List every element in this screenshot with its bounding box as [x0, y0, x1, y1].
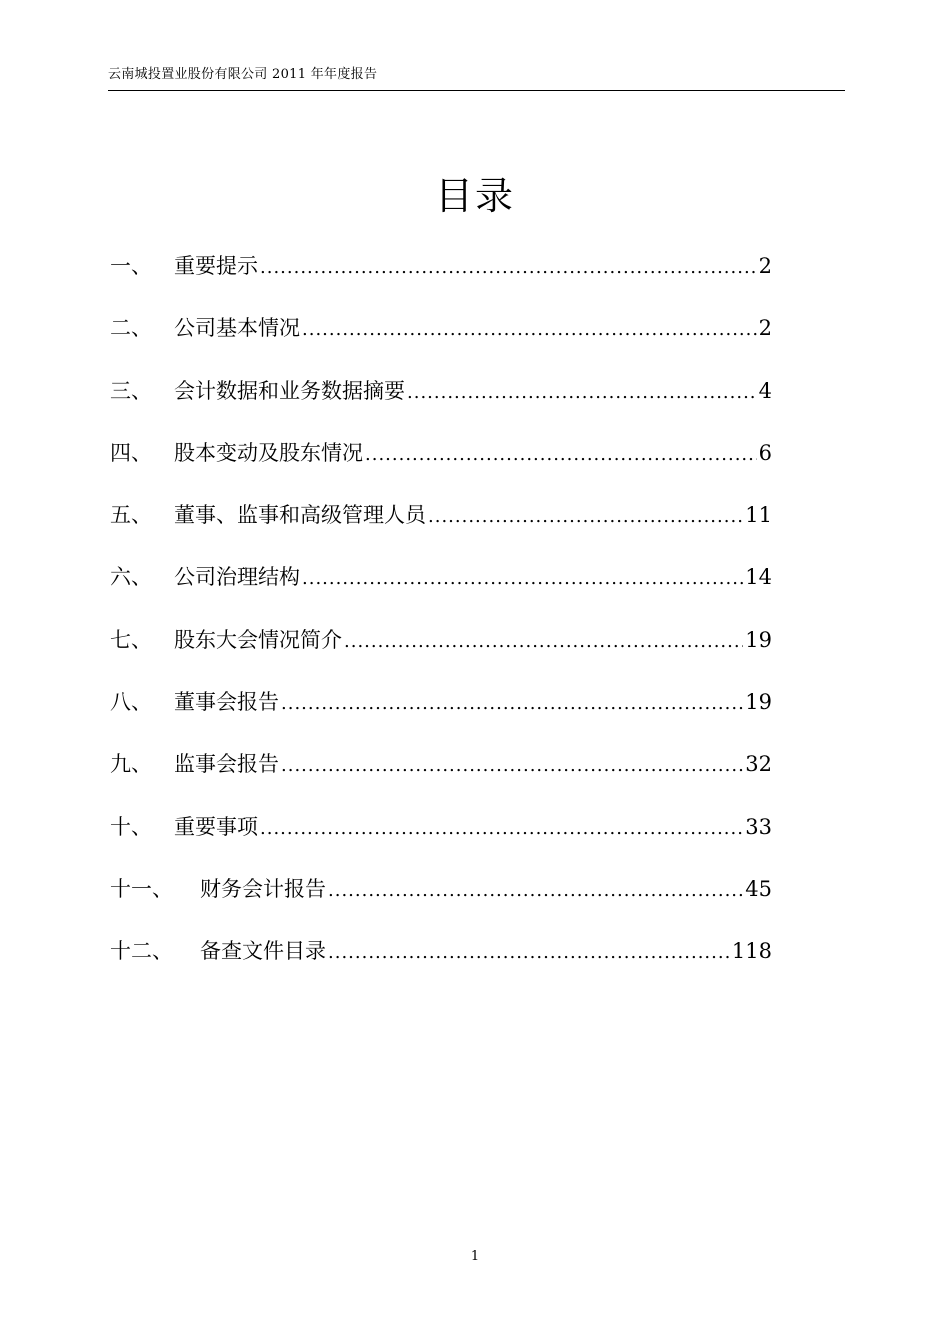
toc-entry-page: 32 [745, 752, 772, 777]
toc-entry-number: 三、 [110, 378, 152, 403]
toc-entry-page: 45 [745, 876, 772, 901]
toc-leader-dots [260, 250, 757, 286]
toc-entry-number: 四、 [110, 440, 152, 465]
toc-leader-dots [302, 561, 743, 597]
header-text: 云南城投置业股份有限公司 2011 年年度报告 [108, 67, 378, 82]
toc-entry-label: 重要事项 [174, 814, 258, 839]
toc-entry[interactable] [110, 559, 772, 621]
toc-entry-number: 五、 [110, 503, 152, 528]
toc-entry-number: 十二、 [110, 939, 173, 964]
toc-entry[interactable] [110, 435, 772, 497]
toc-leader-dots [344, 624, 743, 660]
page-header [108, 62, 845, 91]
toc-leader-dots [428, 499, 743, 535]
toc-entry-page: 2 [758, 254, 772, 278]
toc-leader-dots [328, 873, 743, 909]
toc-entry-page: 4 [758, 378, 772, 403]
toc-entry[interactable] [110, 933, 772, 995]
toc-entry-label: 董事、监事和高级管理人员 [174, 503, 426, 528]
toc-entry-number: 七、 [110, 627, 152, 652]
toc-entry-number: 一、 [110, 254, 152, 278]
toc-entry[interactable] [110, 684, 772, 746]
toc-title: 目录 [434, 174, 515, 218]
toc-entry[interactable] [110, 248, 772, 310]
toc-leader-dots [407, 375, 757, 411]
toc-entry-number: 二、 [110, 316, 152, 341]
toc-entry[interactable] [110, 871, 772, 933]
toc-entry-label: 备查文件目录 [200, 939, 326, 964]
toc-entry-page: 11 [745, 503, 772, 528]
toc-leader-dots [260, 811, 743, 847]
toc-entry[interactable] [110, 310, 772, 372]
toc-entry-label: 会计数据和业务数据摘要 [174, 378, 405, 403]
toc-leader-dots [302, 312, 757, 348]
toc-entry-label: 监事会报告 [174, 752, 279, 777]
toc-entry[interactable] [110, 497, 772, 559]
toc-entry-page: 118 [731, 939, 772, 964]
toc-entry-label: 股本变动及股东情况 [174, 440, 363, 465]
toc-entry-number: 十一、 [110, 876, 173, 901]
toc-entry-number: 十、 [110, 814, 152, 839]
table-of-contents [110, 248, 772, 996]
toc-entry-number: 九、 [110, 752, 152, 777]
toc-entry-page: 19 [745, 690, 772, 715]
toc-entry[interactable] [110, 809, 772, 871]
toc-entry-page: 33 [745, 814, 772, 839]
toc-entry-page: 6 [758, 440, 772, 465]
page-number: 1 [470, 1249, 480, 1264]
toc-leader-dots [281, 686, 743, 722]
toc-entry-label: 公司基本情况 [174, 316, 300, 341]
toc-leader-dots [365, 437, 757, 473]
toc-entry[interactable] [110, 622, 772, 684]
toc-entry[interactable] [110, 373, 772, 435]
toc-entry-number: 八、 [110, 690, 152, 715]
toc-entry-page: 19 [745, 627, 772, 652]
toc-entry-label: 财务会计报告 [200, 876, 326, 901]
toc-entry-number: 六、 [110, 565, 152, 590]
toc-leader-dots [328, 935, 730, 971]
toc-entry-page: 2 [758, 316, 772, 341]
toc-entry-label: 公司治理结构 [174, 565, 300, 590]
toc-entry-label: 重要提示 [174, 254, 258, 278]
toc-leader-dots [281, 748, 743, 784]
toc-entry-label: 董事会报告 [174, 690, 279, 715]
toc-entry[interactable] [110, 746, 772, 808]
toc-entry-label: 股东大会情况简介 [174, 627, 342, 652]
toc-entry-page: 14 [745, 565, 772, 590]
